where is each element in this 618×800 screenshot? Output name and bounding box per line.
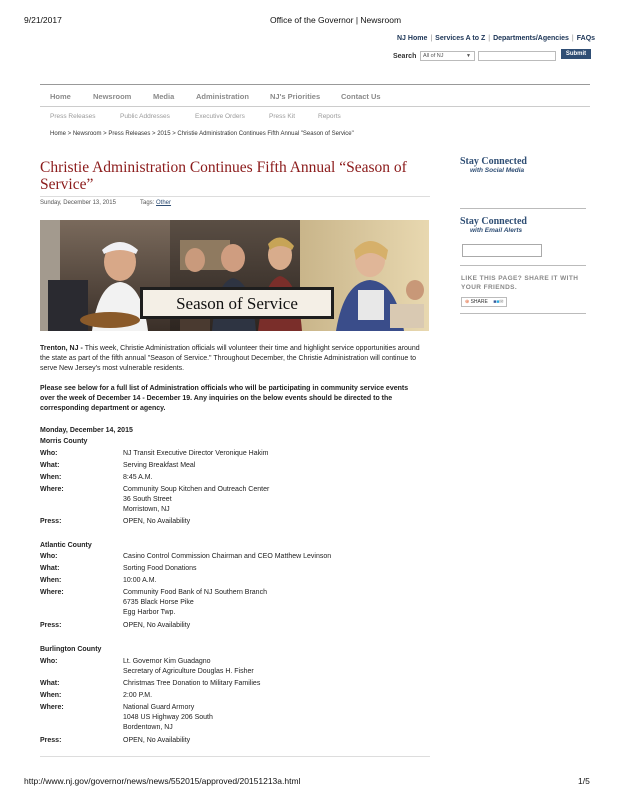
nav-administration[interactable]: Administration <box>196 92 249 101</box>
share-plus-icon: ⊕ <box>465 299 470 305</box>
who-value: Casino Control Commission Chairman and CEO Matthew Levinson <box>123 553 332 560</box>
press-value: OPEN, No Availability <box>123 518 191 525</box>
search-scope-select[interactable] <box>420 51 475 61</box>
hero-photo-collage <box>40 220 429 331</box>
subnav-executive-orders[interactable]: Executive Orders <box>195 113 245 120</box>
social-subheading[interactable]: with Social Media <box>470 167 525 174</box>
search-input[interactable] <box>478 51 556 61</box>
when-value: 10:00 A.M. <box>123 577 157 584</box>
email-input[interactable] <box>462 244 542 257</box>
intro-paragraph <box>40 344 420 374</box>
where-line: 1048 US Highway 206 South <box>123 714 213 721</box>
who-label: Who: <box>40 450 58 457</box>
when-label: When: <box>40 577 62 584</box>
search-label: Search <box>393 53 417 60</box>
social-heading: Stay Connected <box>460 156 527 167</box>
sidebar-divider <box>460 265 586 266</box>
tag-link[interactable]: Other <box>156 200 172 206</box>
where-label: Where: <box>40 589 64 596</box>
nav-divider-top <box>40 84 590 85</box>
intro-text: This week, Christie Administration officials will volunteer their time and highlight service opportunities around the state as part of the fifth annual "Season of Service." Throughout December, the Christie Administration will continue to serve New Jersey's most vulnerable residents. <box>40 345 420 372</box>
where-line: Morristown, NJ <box>123 506 170 513</box>
intro-dateline: Trenton, NJ - <box>40 345 85 352</box>
article-title: Christie Administration Continues Fifth Annual “Season of Service” <box>40 159 407 193</box>
search-submit-button[interactable]: Submit <box>561 49 591 59</box>
nav-priorities[interactable]: NJ's Priorities <box>270 92 321 101</box>
when-label: When: <box>40 692 62 699</box>
where-label: Where: <box>40 704 64 711</box>
press-label: Press: <box>40 518 62 525</box>
day-heading: Monday, December 14, 2015 <box>40 427 133 434</box>
subnav-press-releases[interactable]: Press Releases <box>50 113 96 120</box>
press-label: Press: <box>40 737 62 744</box>
nav-home[interactable]: Home <box>50 92 71 101</box>
sidebar-divider <box>460 313 586 314</box>
hero-caption: Season of Service <box>176 294 298 313</box>
departments-link[interactable]: Departments/Agencies <box>493 35 569 42</box>
notice-paragraph: Please see below for a full list of Administration officials who will be participating in community service events over the week of December 14 - December 19. Any inquiries on the below events should be directed to the corresponding department or agency. <box>40 385 409 412</box>
share-button[interactable] <box>461 297 507 307</box>
what-label: What: <box>40 565 60 572</box>
faqs-link[interactable]: FAQs <box>576 35 596 42</box>
subnav-public-addresses[interactable]: Public Addresses <box>120 113 170 120</box>
print-page-number: 1/5 <box>578 776 590 786</box>
article-date: Sunday, December 13, 2015 <box>40 200 116 206</box>
nav-newsroom[interactable]: Newsroom <box>93 92 132 101</box>
print-date: 9/21/2017 <box>24 15 62 25</box>
chevron-down-icon: ▼ <box>466 53 471 59</box>
subnav-press-kit[interactable]: Press Kit <box>269 113 296 120</box>
where-line: National Guard Armory <box>123 704 195 711</box>
event-county: Morris County <box>40 438 88 445</box>
subnav-reports[interactable]: Reports <box>318 113 341 120</box>
who-value: Lt. Governor Kim Guadagno <box>123 658 211 665</box>
what-value: Serving Breakfast Meal <box>123 462 196 469</box>
twitter-icon: ■ <box>496 299 500 305</box>
press-label: Press: <box>40 622 62 629</box>
breadcrumb[interactable]: Home > Newsroom > Press Releases > 2015 > Christie Administration Continues Fifth Annual "Season of Service" <box>50 131 354 137</box>
print-url: http://www.nj.gov/governor/news/news/552015/approved/20151213a.html <box>24 776 301 786</box>
nj-home-link[interactable]: NJ Home <box>397 35 428 42</box>
what-value: Sorting Food Donations <box>123 565 197 572</box>
email-subheading[interactable]: with Email Alerts <box>470 227 523 234</box>
email-heading: Stay Connected <box>460 216 527 227</box>
where-line: 36 South Street <box>123 496 172 503</box>
what-label: What: <box>40 462 60 469</box>
what-label: What: <box>40 680 60 687</box>
nav-divider-bottom <box>40 106 590 107</box>
where-label: Where: <box>40 486 64 493</box>
facebook-icon: ■ <box>493 299 497 305</box>
event-county: Atlantic County <box>40 542 92 549</box>
where-line: Community Food Bank of NJ Southern Branch <box>123 589 267 596</box>
event-county: Burlington County <box>40 646 102 653</box>
who-value: Secretary of Agriculture Douglas H. Fisher <box>123 668 254 675</box>
press-value: OPEN, No Availability <box>123 622 191 629</box>
who-label: Who: <box>40 658 58 665</box>
who-label: Who: <box>40 553 58 560</box>
email-icon: ✉ <box>499 299 504 305</box>
when-value: 8:45 A.M. <box>123 474 153 481</box>
where-line: Egg Harbor Twp. <box>123 609 176 616</box>
search-scope-value: All of NJ <box>423 53 444 59</box>
share-label: SHARE <box>470 299 488 305</box>
top-links: NJ Home | Services A to Z | Departments/Agencies | FAQs <box>397 35 596 42</box>
content-end-divider <box>40 756 430 757</box>
what-value: Christmas Tree Donation to Military Families <box>123 680 261 687</box>
who-value: NJ Transit Executive Director Veronique Hakim <box>123 450 269 457</box>
press-value: OPEN, No Availability <box>123 737 191 744</box>
where-line: 6735 Black Horse Pike <box>123 599 194 606</box>
title-divider <box>40 196 430 197</box>
article-tags <box>140 200 171 206</box>
where-line: Community Soup Kitchen and Outreach Center <box>123 486 270 493</box>
when-value: 2:00 P.M. <box>123 692 153 699</box>
sidebar-divider <box>460 208 586 209</box>
nav-contact[interactable]: Contact Us <box>341 92 381 101</box>
tags-label: Tags: <box>140 200 155 206</box>
print-title: Office of the Governor | Newsroom <box>270 15 402 25</box>
when-label: When: <box>40 474 62 481</box>
services-link[interactable]: Services A to Z <box>435 35 486 42</box>
hero-image <box>40 220 429 331</box>
nav-media[interactable]: Media <box>153 92 175 101</box>
like-page-text: LIKE THIS PAGE? SHARE IT WITH YOUR FRIENDS. <box>461 275 579 291</box>
where-line: Bordentown, NJ <box>123 724 173 731</box>
